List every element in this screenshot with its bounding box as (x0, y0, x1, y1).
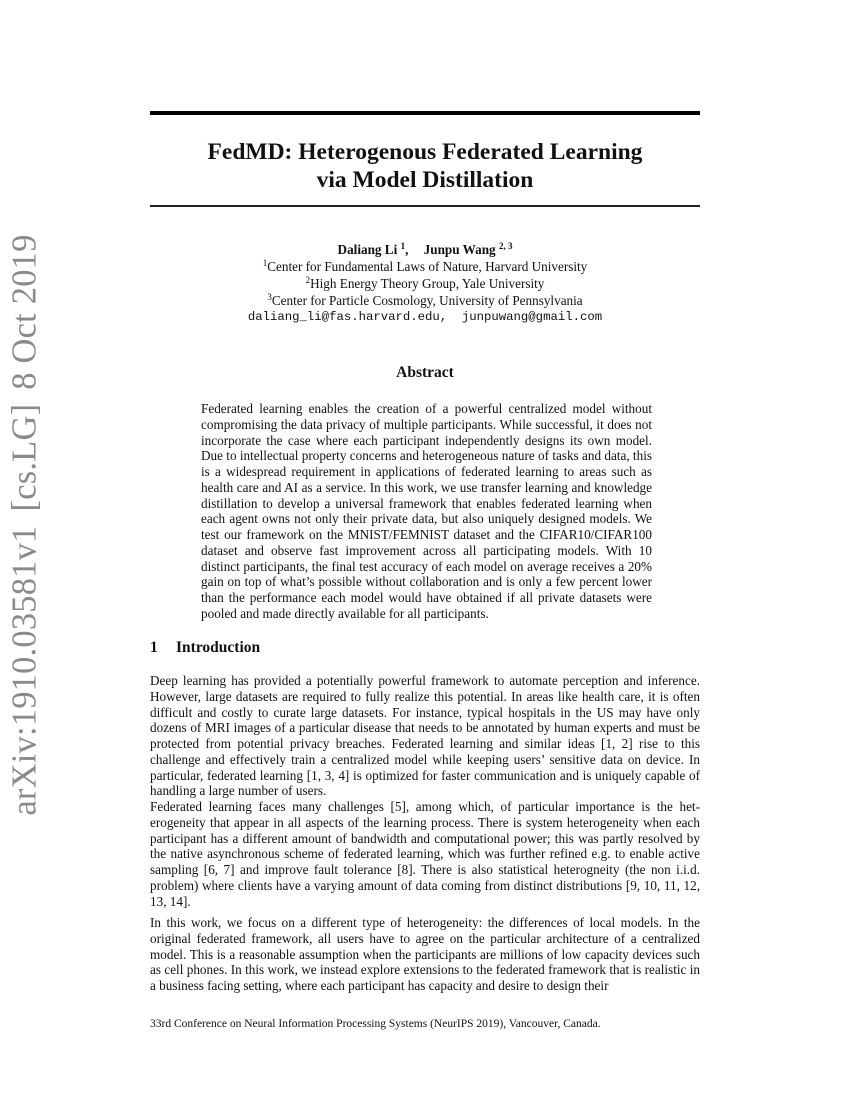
intro-paragraph-3: In this work, we focus on a different type of heterogeneity: the differences of local models. In the original federated framework, all users have to agree on the particular architecture of a centralized model. This is a reasonable assumption when the participants are millions of low capacity devices such as cell phones. In this work, we instead explore extensions to the federated framework that is realistic in a business facing setting, where each participant has capacity and desire to design their (150, 915, 700, 993)
author-name: Junpu Wang (423, 242, 496, 257)
section-title: Introduction (176, 639, 261, 656)
title-rule-top (150, 111, 700, 115)
title-line-1: FedMD: Heterogenous Federated Learning (207, 139, 643, 165)
conference-footer: 33rd Conference on Neural Information Processing Systems (NeurIPS 2019), Vancouver, Canada. (150, 1018, 601, 1030)
title-line-2: via Model Distillation (316, 167, 534, 193)
author-affil-mark: 1 (400, 241, 406, 251)
arxiv-date: 8 Oct 2019 (5, 234, 44, 390)
arxiv-stamp (6, 234, 45, 815)
section-number: 1 (150, 639, 158, 656)
author-name: Daliang Li (337, 242, 398, 257)
title-rule-bottom (150, 205, 700, 207)
paper-title (150, 138, 700, 194)
intro-paragraph-2: Federated learning faces many challenges [5], among which, of particular importance is the heterogeneity that appear in all aspects of the learning process. There is system heterogeneity when each participant has a different amount of bandwidth and computational power; this was partly resolved by the native asynchronous scheme of federated learning, which was further refined e.g. to enable active sampling [6, 7] and improve fault tolerance [8]. There is also statistical heterogneity (the non i.i.d. problem) where clients have a varying amount of data coming from distinct distributions [9, 10, 11, 12, 13, 14]. (150, 799, 700, 909)
author-block (150, 241, 700, 326)
affiliation: $^1$Center for Fundamental Laws of Nature, Harvard University (262, 258, 588, 274)
affiliation: $^2$High Energy Theory Group, Yale University (305, 275, 545, 291)
author-names: Daliang Li $^1$, Junpu Wang $^{2, 3}$ (337, 241, 513, 257)
author-affil-mark: 2, 3 (498, 241, 513, 251)
author-emails: daliang_li@fas.harvard.edu, junpuwang@gmail.com (247, 310, 603, 324)
section-heading-introduction (150, 639, 260, 657)
arxiv-category: [cs.LG] (5, 403, 44, 512)
abstract-heading: Abstract (396, 364, 454, 381)
intro-paragraph-1: Deep learning has provided a potentially powerful framework to automate perception and inference. However, large datasets are required to fully realize this potential. In areas like health care, it is often difficult and costly to curate large datasets. For instance, typical hospitals in the US may have only dozens of MRI images of a particular disease that needs to be annotated by human experts and must be protected from potential privacy breaches. Federated learning and similar ideas [1, 2] rise to this challenge and effectively train a centralized model while keeping users’ sensitive data on device. In particular, federated learning [1, 3, 4] is optimized for faster communication and is uniquely capable of handling a large number of users. (150, 673, 700, 799)
affiliation: $^3$Center for Particle Cosmology, University of Pennsylvania (267, 292, 583, 308)
arxiv-id: arXiv:1910.03581v1 (5, 525, 44, 816)
abstract-text: Federated learning enables the creation of a powerful centralized model without compromising the data privacy of multiple participants. While successful, it does not incorporate the case where each participant independently designs its own model. Due to intellectual property concerns and heterogeneous nature of tasks and data, this is a widespread requirement in applications of federated learning to areas such as health care and AI as a service. In this work, we use transfer learning and knowledge distillation to develop a universal framework that enables federated learning when each agent owns not only their private data, but also uniquely designed models. We test our framework on the MNIST/FEMNIST dataset and the CIFAR10/CIFAR100 dataset and observe fast improvement across all participating models. With 10 distinct participants, the final test accuracy of each model on average receives a 20% gain on top of what’s possible without collaboration and is only a few percent lower than the performance each model would have obtained if all private datasets were pooled and made directly available for all participants. (201, 401, 652, 621)
